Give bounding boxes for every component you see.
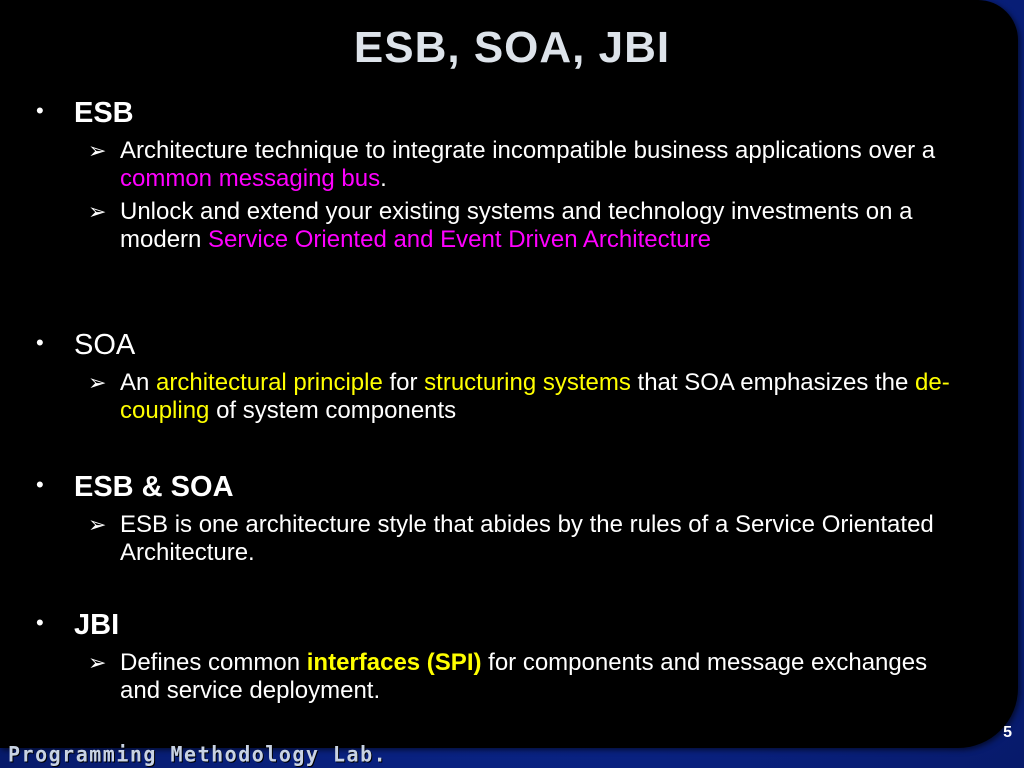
bullet-esb-soa (36, 470, 234, 505)
sub-item-esb-soa-1 (88, 511, 968, 566)
text-span: for components and message exchanges and service deployment. (120, 649, 928, 704)
text-span: for (382, 369, 425, 396)
text-span: . (380, 164, 387, 192)
sub-item-jbi-1 (88, 649, 968, 704)
bullet-esb (36, 96, 134, 131)
sub-item-esb-2 (88, 198, 968, 253)
arrow-bullet-icon: ➢ (88, 512, 107, 537)
sub-item-soa-1 (88, 369, 968, 424)
text-span: Architecture technique to integrate incompatible business applications over a (120, 137, 936, 164)
sub-item-text (120, 198, 968, 253)
bullet-soa (36, 328, 135, 363)
bullet-dot-icon: • (36, 98, 44, 124)
text-span: ESB is one architecture style that abides by the rules of a Service Orientated Architecture. (120, 511, 934, 566)
arrow-bullet-icon: ➢ (88, 370, 107, 395)
text-span: Defines common (120, 649, 307, 676)
bullet-heading: JBI (74, 609, 120, 641)
sub-item-text (120, 511, 968, 566)
sub-item-text (120, 137, 968, 192)
text-span: An (120, 369, 157, 396)
bullet-jbi (36, 608, 119, 643)
highlight-text: architectural principle (156, 369, 383, 396)
arrow-bullet-icon: ➢ (88, 138, 107, 163)
highlight-text: interfaces (SPI) (306, 649, 482, 676)
footer-lab-name: Programming Methodology Lab. (8, 741, 388, 767)
text-span: that SOA emphasizes the (630, 369, 916, 396)
text-span: Unlock and extend your existing systems and technology investments on a modern (120, 198, 913, 253)
arrow-bullet-icon: ➢ (88, 650, 107, 675)
highlight-text: de-coupling (120, 369, 950, 424)
bullet-heading: ESB (74, 97, 134, 129)
bullet-dot-icon: • (36, 330, 44, 356)
highlight-text: common messaging bus (120, 164, 381, 192)
bullet-heading: SOA (74, 329, 136, 361)
arrow-bullet-icon: ➢ (88, 199, 107, 224)
slide-title: ESB, SOA, JBI (353, 23, 671, 72)
sub-item-esb-1 (88, 137, 968, 192)
bullet-dot-icon: • (36, 472, 44, 498)
highlight-text: Service Oriented and Event Driven Architecture (208, 225, 711, 253)
highlight-text: structuring systems (424, 369, 631, 396)
bullet-heading: ESB & SOA (74, 471, 234, 503)
sub-item-text (120, 649, 968, 704)
bullet-dot-icon: • (36, 610, 44, 636)
sub-item-text (120, 369, 968, 424)
text-span: of system components (209, 396, 457, 424)
page-number: 5 (1003, 724, 1012, 741)
